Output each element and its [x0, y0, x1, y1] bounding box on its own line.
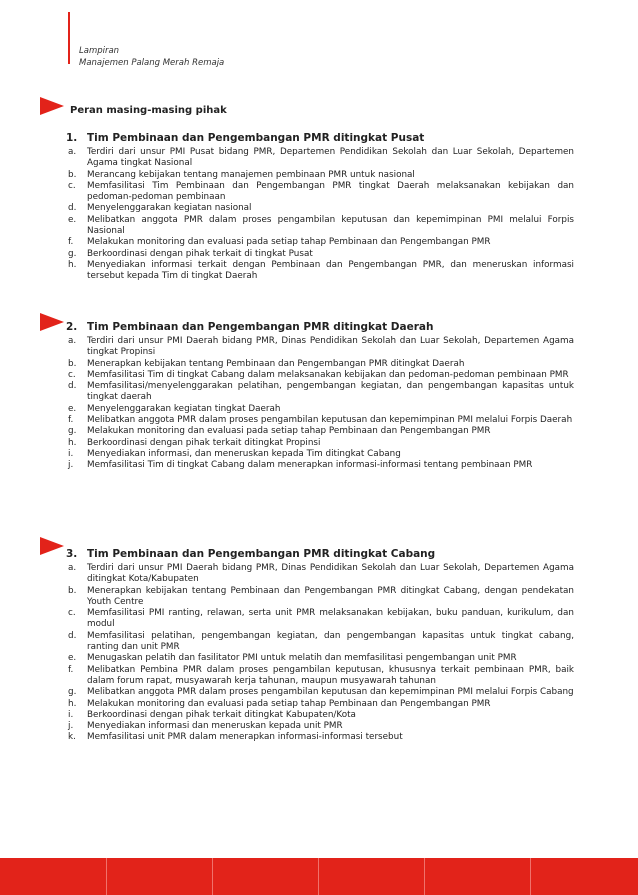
item-text: Memfasilitasi unit PMR dalam menerapkan informasi-informasi tersebut	[87, 732, 403, 743]
item-text: Menyelenggarakan kegiatan tingkat Daerah	[87, 403, 281, 414]
list-item	[66, 249, 574, 260]
list-item	[66, 710, 574, 721]
list-item	[66, 147, 574, 170]
footer-bar	[0, 858, 638, 895]
item-letter: i.	[68, 448, 74, 459]
section-2-triangle-icon	[40, 313, 64, 331]
list-item	[66, 687, 574, 698]
list-item	[66, 203, 574, 214]
list-item	[66, 415, 574, 426]
section-1	[66, 131, 574, 283]
item-letter: f.	[68, 664, 74, 675]
item-letter: g.	[68, 426, 77, 437]
item-text: Berkoordinasi dengan pihak terkait ditingkat Kabupaten/Kota	[87, 709, 356, 720]
item-text: Menyelenggarakan kegiatan nasional	[87, 203, 252, 214]
section-3-title-text: Tim Pembinaan dan Pengembangan PMR ditingkat Cabang	[87, 548, 436, 560]
item-text: Melibatkan anggota PMR dalam proses pengambilan keputusan dan kepemimpinan PMI melalui Forpis Nasional	[87, 214, 574, 237]
section-2-list	[66, 336, 574, 472]
section-1-title-text: Tim Pembinaan dan Pengembangan PMR ditingkat Pusat	[87, 132, 425, 144]
list-item	[66, 404, 574, 415]
item-letter: c.	[68, 608, 76, 619]
section-3-title	[66, 547, 574, 563]
item-text: Memfasilitasi PMI ranting, relawan, serta unit PMR melaksanakan kebijakan, buku panduan, kurikulum, dan modul	[87, 608, 574, 630]
list-item	[66, 631, 574, 654]
item-text: Berkoordinasi dengan pihak terkait di tingkat Pusat	[87, 248, 313, 259]
footer-divider	[530, 858, 531, 895]
item-letter: e.	[68, 403, 77, 414]
item-letter: a.	[68, 147, 77, 157]
item-letter: d.	[68, 203, 77, 214]
item-letter: d.	[68, 630, 77, 641]
item-text: Melibatkan anggota PMR dalam proses pengambilan keputusan dan kepemimpinan PMI melalui Forpis Cabang	[87, 687, 574, 698]
section-2-number: 2.	[66, 321, 78, 333]
item-text: Merancang kebijakan tentang manajemen pembinaan PMR untuk nasional	[87, 169, 415, 180]
section-1-title	[66, 131, 574, 147]
section-1-list	[66, 147, 574, 283]
list-item	[66, 170, 574, 181]
footer-divider	[212, 858, 213, 895]
item-letter: e.	[68, 214, 77, 225]
item-letter: a.	[68, 336, 77, 346]
list-item	[66, 653, 574, 664]
list-item	[66, 732, 574, 743]
footer-divider	[318, 858, 319, 895]
list-item	[66, 426, 574, 437]
item-text: Melibatkan Pembina PMR dalam proses pengambilan keputusan, khususnya terkait pembinaan PMR, baik dalam forum rapat, musyawarah kerja tahunan, maupun musyawarah tahunan	[87, 664, 574, 686]
list-item	[66, 237, 574, 248]
item-letter: c.	[68, 180, 76, 191]
item-text: Terdiri dari unsur PMI Daerah bidang PMR, Dinas Pendidikan Sekolah dan Luar Sekolah, Departemen Agama tingkat Propinsi	[87, 336, 574, 358]
item-text: Berkoordinasi dengan pihak terkait ditingkat Propinsi	[87, 437, 321, 448]
section-3-triangle-icon	[40, 537, 64, 555]
item-text: Memfasilitasi/menyelenggarakan pelatihan, pengembangan kegiatan, dan pengembangan kapasitas untuk tingkat daerah	[87, 381, 574, 403]
item-text: Menyediakan informasi terkait dengan Pembinaan dan Pengembangan PMR, dan meneruskan informasi tersebut kepada Tim di tingkat Daerah	[87, 259, 574, 282]
item-text: Menugaskan pelatih dan fasilitator PMI untuk melatih dan memfasilitasi pengembangan unit PMR	[87, 653, 517, 664]
list-item	[66, 260, 574, 283]
item-letter: f.	[68, 415, 74, 426]
item-letter: g.	[68, 687, 77, 698]
list-item	[66, 449, 574, 460]
list-item	[66, 215, 574, 238]
list-item	[66, 586, 574, 609]
section-3	[66, 547, 574, 744]
item-letter: b.	[68, 358, 77, 369]
item-text: Memfasilitasi pelatihan, pengembangan kegiatan, dan pengembangan kapasitas untuk tingkat cabang, ranting dan unit PMR	[87, 630, 574, 653]
page-header	[79, 45, 224, 69]
header-line-1: Lampiran	[79, 46, 120, 56]
item-letter: d.	[68, 381, 77, 392]
item-text: Melibatkan anggota PMR dalam proses pengambilan keputusan dan kepemimpinan PMI melalui Forpis Daerah	[87, 415, 573, 426]
item-text: Melakukan monitoring dan evaluasi pada setiap tahap Pembinaan dan Pengembangan PMR	[87, 237, 491, 248]
item-letter: f.	[68, 237, 74, 248]
section-2-title	[66, 320, 574, 336]
item-letter: b.	[68, 585, 77, 596]
item-letter: k.	[68, 732, 76, 743]
item-text: Memfasilitasi Tim di tingkat Cabang dalam melaksanakan kebijakan dan pedoman-pedoman pembinaan PMR	[87, 369, 569, 380]
item-text: Terdiri dari unsur PMI Pusat bidang PMR, Departemen Pendidikan Sekolah dan Luar Sekolah, Departemen Agama tingkat Nasional	[87, 147, 574, 169]
item-letter: e.	[68, 653, 77, 664]
item-letter: c.	[68, 369, 76, 380]
list-item	[66, 438, 574, 449]
item-text: Menerapkan kebijakan tentang Pembinaan dan Pengembangan PMR ditingkat Daerah	[87, 358, 465, 369]
item-text: Menyediakan informasi, dan meneruskan kepada Tim ditingkat Cabang	[87, 448, 401, 459]
item-letter: h.	[68, 698, 77, 709]
section-2	[66, 320, 574, 472]
list-item	[66, 608, 574, 631]
item-letter: g.	[68, 248, 77, 259]
footer-divider	[424, 858, 425, 895]
section-3-list	[66, 563, 574, 744]
section-2-title-text: Tim Pembinaan dan Pengembangan PMR ditingkat Daerah	[87, 321, 434, 333]
item-text: Terdiri dari unsur PMI Daerah bidang PMR, Dinas Pendidikan Sekolah dan Luar Sekolah, Departemen Agama ditingkat Kota/Kabupaten	[87, 563, 574, 585]
item-letter: j.	[68, 721, 74, 732]
item-text: Menerapkan kebijakan tentang Pembinaan dan Pengembangan PMR ditingkat Cabang, dengan pendekatan Youth Centre	[87, 585, 574, 607]
list-item	[66, 381, 574, 404]
item-letter: h.	[68, 437, 77, 448]
section-3-number: 3.	[66, 548, 78, 560]
item-letter: a.	[68, 563, 77, 573]
footer-divider	[106, 858, 107, 895]
list-item	[66, 665, 574, 688]
list-item	[66, 721, 574, 732]
list-item	[66, 336, 574, 359]
item-letter: h.	[68, 259, 77, 270]
list-item	[66, 359, 574, 370]
header-rule	[68, 12, 70, 64]
list-item	[66, 181, 574, 204]
item-text: Melakukan monitoring dan evaluasi pada setiap tahap Pembinaan dan Pengembangan PMR	[87, 698, 491, 709]
section-1-number: 1.	[66, 132, 78, 144]
intro-heading: Peran masing-masing pihak	[70, 105, 227, 116]
item-letter: i.	[68, 709, 74, 720]
item-letter: b.	[68, 169, 77, 180]
item-letter: j.	[68, 460, 74, 471]
item-text: Memfasilitasi Tim Pembinaan dan Pengembangan PMR tingkat Daerah melaksanakan kebijakan dan pedoman-pedoman pembinaan	[87, 180, 574, 203]
intro-triangle-icon	[40, 97, 64, 115]
item-text: Melakukan monitoring dan evaluasi pada setiap tahap Pembinaan dan Pengembangan PMR	[87, 426, 491, 437]
header-line-2: Manajemen Palang Merah Remaja	[79, 58, 225, 68]
list-item	[66, 699, 574, 710]
list-item	[66, 370, 574, 381]
item-text: Menyediakan informasi dan meneruskan kepada unit PMR	[87, 721, 343, 732]
list-item	[66, 563, 574, 586]
list-item	[66, 460, 574, 471]
item-text: Memfasilitasi Tim di tingkat Cabang dalam menerapkan informasi-informasi tentang pembinaan PMR	[87, 460, 533, 471]
